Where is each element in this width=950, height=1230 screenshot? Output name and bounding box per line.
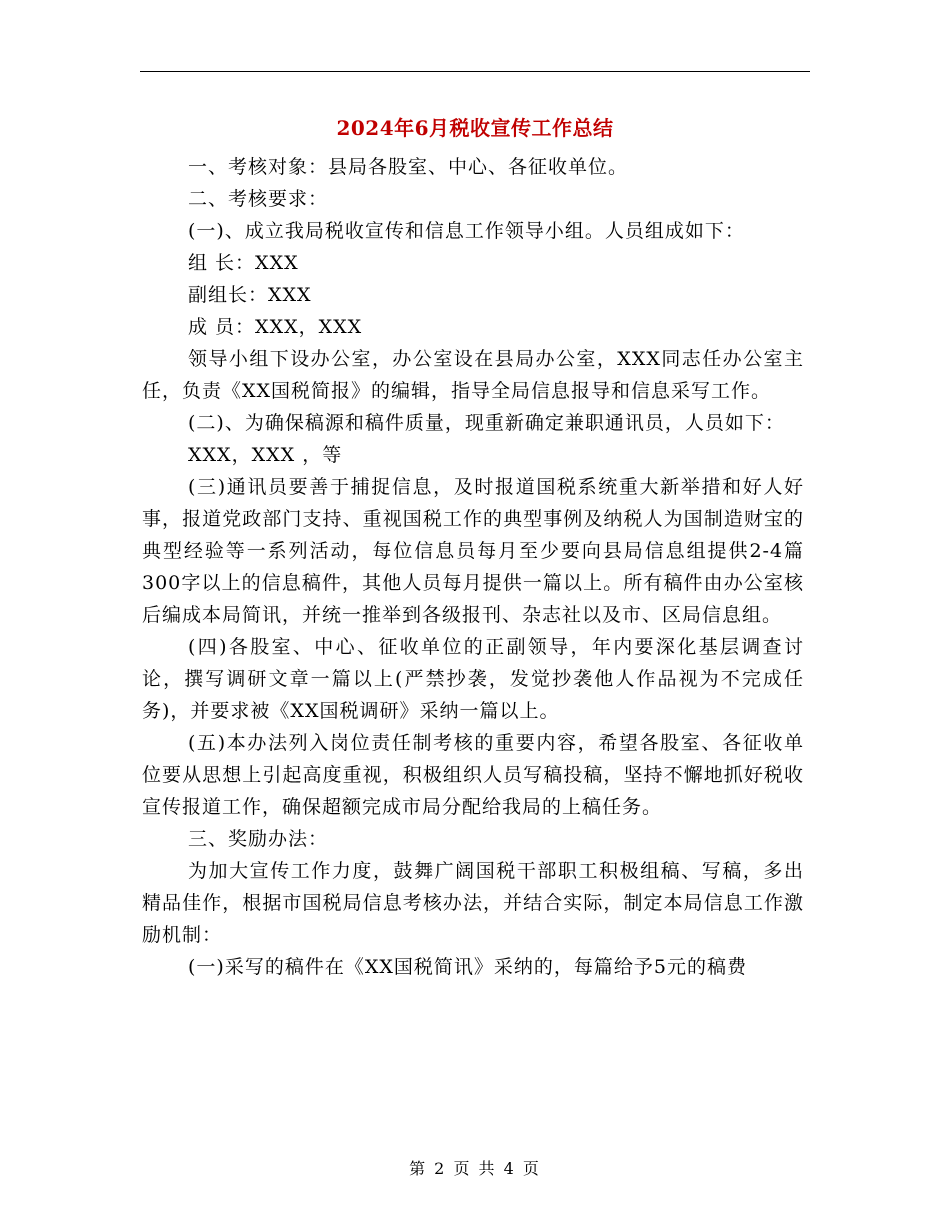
- page-number: 第 2 页 共 4 页: [409, 1159, 541, 1178]
- paragraph-correspondents: (二)、为确保稿源和稿件质量，现重新确定兼职通讯员，人员如下：: [188, 412, 785, 434]
- paragraph-leading-group: (一)、成立我局税收宣传和信息工作领导小组。人员组成如下：: [188, 220, 745, 242]
- paragraph-members: 成 员：XXX，XXX: [188, 316, 363, 338]
- paragraph-assessment-weight: (五)本办法列入岗位责任制考核的重要内容，希望各股室、各征收单位要从思想上引起高度重视，积极组织人员写稿投稿，坚持不懈地抓好税收宣传报道工作，确保超额完成市局分配给我局的上稿任务。: [142, 732, 804, 818]
- paragraph-leader-research: (四)各股室、中心、征收单位的正副领导，年内要深化基层调查讨论，撰写调研文章一篇以上(严禁抄袭，发觉抄袭他人作品视为不完成任务)，并要求被《XX国税调研》采纳一篇以上。: [142, 636, 804, 722]
- document-title: 2024年6月税收宣传工作总结: [336, 116, 614, 140]
- paragraph-office-setup: 领导小组下设办公室，办公室设在县局办公室，XXX同志任办公室主任，负责《XX国税简报》的编辑，指导全局信息报导和信息采写工作。: [142, 348, 804, 402]
- paragraph-correspondent-names: XXX，XXX ，等: [188, 444, 343, 466]
- document-body: [142, 151, 804, 983]
- paragraph-rewards-heading: 三、奖励办法：: [188, 828, 329, 850]
- paragraph-deputy-leader: 副组长：XXX: [188, 284, 312, 306]
- paragraph-reward-item-1: (一)采写的稿件在《XX国税简讯》采纳的，每篇给予5元的稿费: [188, 956, 747, 978]
- paragraph-assessment-requirements-heading: 二、考核要求：: [188, 188, 329, 210]
- paragraph-assessment-target: 一、考核对象：县局各股室、中心、各征收单位。: [188, 156, 629, 178]
- paragraph-rewards-intro: 为加大宣传工作力度，鼓舞广阔国税干部职工积极组稿、写稿，多出精品佳作，根据市国税局信息考核办法，并结合实际，制定本局信息工作激励机制：: [142, 860, 804, 946]
- header-rule: [140, 71, 810, 72]
- paragraph-correspondent-duties: (三)通讯员要善于捕捉信息，及时报道国税系统重大新举措和好人好事，报道党政部门支持、重视国税工作的典型事例及纳税人为国制造财宝的典型经验等一系列活动，每位信息员每月至少要向县局信息组提供2-4篇300字以上的信息稿件，其他人员每月提供一篇以上。所有稿件由办公室核后编成本局简讯，并统一推举到各级报刊、杂志社以及市、区局信息组。: [142, 476, 804, 626]
- paragraph-group-leader: 组 长：XXX: [188, 252, 299, 274]
